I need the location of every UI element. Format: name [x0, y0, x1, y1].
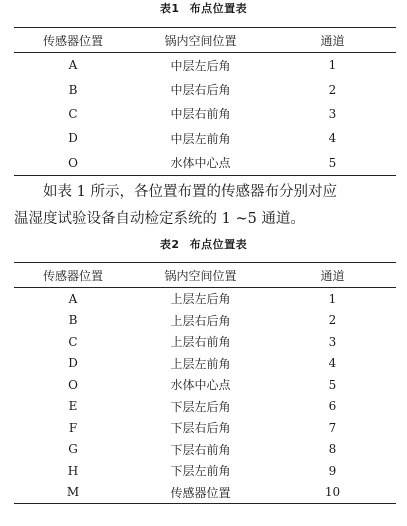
channel-cell: 5 [269, 151, 396, 176]
table-row [14, 310, 396, 332]
table-row [14, 102, 396, 126]
channel-cell: 1 [328, 58, 337, 73]
space-cell: 上层左后角 [170, 292, 231, 307]
channel-cell: 1 [328, 291, 337, 306]
sensor-cell: D [68, 131, 78, 146]
table-row [14, 151, 396, 176]
space-cell: 中层左后角 [170, 58, 231, 73]
table-row [14, 331, 396, 353]
sensor-cell: A [68, 58, 78, 73]
channel-cell: 7 [328, 420, 337, 435]
table1-caption-title: 布点位置表 [189, 2, 248, 15]
space-cell: 上层右后角 [170, 313, 231, 328]
space-cell: 上层左前角 [170, 356, 231, 371]
channel-cell: 3 [328, 106, 337, 121]
space-cell: 中层左前角 [170, 131, 231, 146]
space-cell: 中层右前角 [170, 107, 231, 122]
table2-caption-title: 布点位置表 [189, 238, 248, 251]
channel-cell: 2 [328, 82, 337, 97]
sensor-cell: O [68, 377, 78, 392]
sensor-cell: G [68, 442, 78, 457]
table2-header-channel: 通道 [269, 263, 396, 288]
table1-header-channel: 通道 [269, 28, 396, 53]
sensor-cell: C [68, 106, 78, 121]
sensor-cell: B [68, 82, 78, 97]
sensor-cell: E [68, 399, 78, 414]
paragraph-line-1: 如表 1 所示，各位置布置的传感器布分别对应 [43, 184, 337, 200]
table2-body [14, 288, 396, 504]
space-cell: 下层右后角 [170, 421, 231, 436]
space-cell: 中层右后角 [170, 83, 231, 98]
space-cell: 下层右前角 [170, 442, 231, 457]
table-row [14, 126, 396, 150]
space-cell: 下层左后角 [170, 399, 231, 414]
channel-cell: 10 [269, 482, 396, 504]
sensor-cell: M [14, 482, 132, 504]
table-row [14, 353, 396, 375]
sensor-cell: A [68, 291, 78, 306]
table-row [14, 417, 396, 439]
channel-cell: 9 [328, 463, 337, 478]
table1-caption [0, 2, 407, 16]
space-cell: 上层右前角 [170, 335, 231, 350]
space-cell: 水体中心点 [170, 378, 231, 393]
table-row [14, 77, 396, 101]
table2 [14, 262, 396, 504]
table2-caption [0, 238, 407, 252]
channel-cell: 4 [328, 356, 337, 371]
table2-header-sensor: 传感器位置 [14, 263, 132, 288]
sensor-cell: O [14, 151, 132, 176]
table2-header-row [14, 263, 396, 288]
channel-cell: 2 [328, 313, 337, 328]
sensor-cell: C [68, 334, 78, 349]
table-row [14, 460, 396, 482]
table1-header-row [14, 28, 396, 53]
table1 [14, 27, 396, 176]
sensor-cell: B [68, 313, 78, 328]
table1-caption-number: 表1 [159, 2, 180, 15]
table-row [14, 482, 396, 504]
table-row [14, 288, 396, 310]
table-row [14, 439, 396, 461]
table-row [14, 53, 396, 78]
table1-body [14, 53, 396, 176]
space-cell: 下层左前角 [170, 464, 231, 479]
channel-cell: 6 [328, 399, 337, 414]
channel-cell: 8 [328, 442, 337, 457]
space-cell: 传感器位置 [132, 482, 269, 504]
sensor-cell: D [68, 356, 78, 371]
table2-caption-number: 表2 [159, 238, 180, 251]
table-row [14, 396, 396, 418]
body-paragraph [14, 179, 396, 233]
channel-cell: 5 [328, 377, 337, 392]
channel-cell: 3 [328, 334, 337, 349]
channel-cell: 4 [328, 131, 337, 146]
space-cell: 水体中心点 [132, 151, 269, 176]
table1-header-sensor: 传感器位置 [14, 28, 132, 53]
sensor-cell: H [67, 463, 79, 478]
table-row [14, 374, 396, 396]
table2-header-space: 锅内空间位置 [132, 263, 269, 288]
paragraph-line-2: 温湿度试验设备自动检定系统的 1 ~5 通道。 [14, 211, 305, 227]
table1-header-space: 锅内空间位置 [132, 28, 269, 53]
sensor-cell: F [68, 420, 78, 435]
